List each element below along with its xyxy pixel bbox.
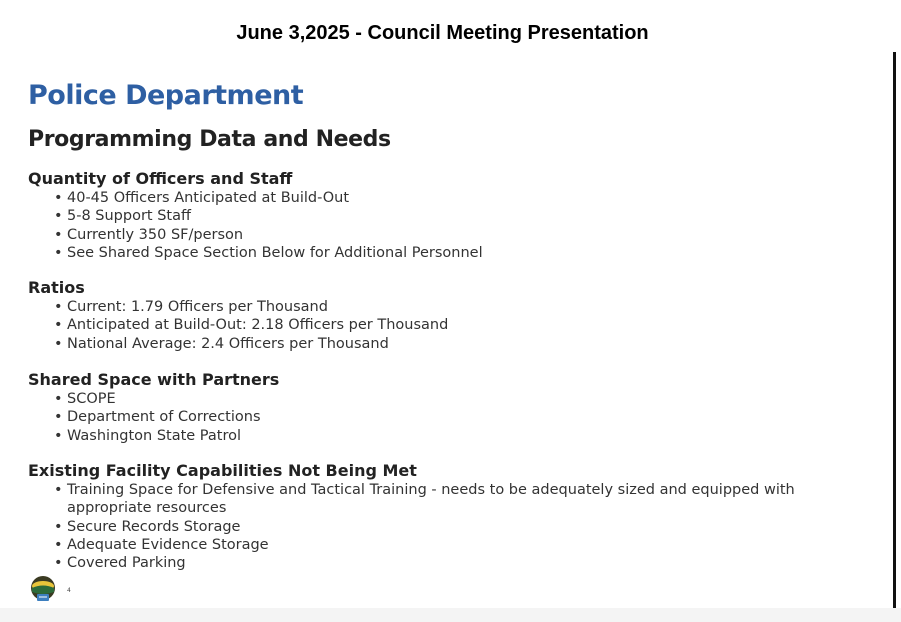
section-ratios — [28, 278, 868, 353]
page-title: Programming Data and Needs — [28, 127, 391, 152]
page-number: 4 — [67, 587, 71, 594]
section-officers-staff — [28, 169, 868, 262]
bullet-list — [28, 481, 868, 572]
section-shared-space — [28, 370, 868, 445]
list-item: • Washington State Patrol — [28, 427, 868, 445]
section-heading: Existing Facility Capabilities Not Being Met — [28, 461, 417, 480]
section-heading: Quantity of Officers and Staff — [28, 169, 293, 188]
list-item: • Currently 350 SF/person — [28, 226, 868, 244]
list-item: • Covered Parking — [28, 554, 868, 572]
list-item: • Department of Corrections — [28, 408, 868, 426]
bullet-list — [28, 189, 868, 262]
list-item: • 5-8 Support Staff — [28, 207, 868, 225]
list-item: • Adequate Evidence Storage — [28, 536, 868, 554]
list-item: • 40-45 Officers Anticipated at Build-Out — [28, 189, 868, 207]
slide — [4, 52, 894, 608]
section-heading: Shared Space with Partners — [28, 370, 280, 389]
department-title: Police Department — [28, 80, 304, 111]
list-item: • Anticipated at Build-Out: 2.18 Officers per Thousand — [28, 316, 868, 334]
list-item: • SCOPE — [28, 390, 868, 408]
list-item: • National Average: 2.4 Officers per Thousand — [28, 335, 868, 353]
section-heading: Ratios — [28, 278, 85, 297]
section-capabilities-not-met — [28, 461, 868, 572]
list-item: • Current: 1.79 Officers per Thousand — [28, 298, 868, 316]
bottom-margin — [0, 608, 901, 622]
presentation-header: June 3,2025 - Council Meeting Presentation — [236, 22, 649, 44]
bullet-list — [28, 390, 868, 445]
list-item: • Secure Records Storage — [28, 518, 868, 536]
slide-edge-divider — [893, 52, 896, 610]
city-seal-icon — [28, 574, 58, 604]
bullet-list — [28, 298, 868, 353]
list-item: • Training Space for Defensive and Tactical Training - needs to be adequately sized and equipped with appropriate resources — [28, 481, 868, 518]
list-item: • See Shared Space Section Below for Additional Personnel — [28, 244, 868, 262]
